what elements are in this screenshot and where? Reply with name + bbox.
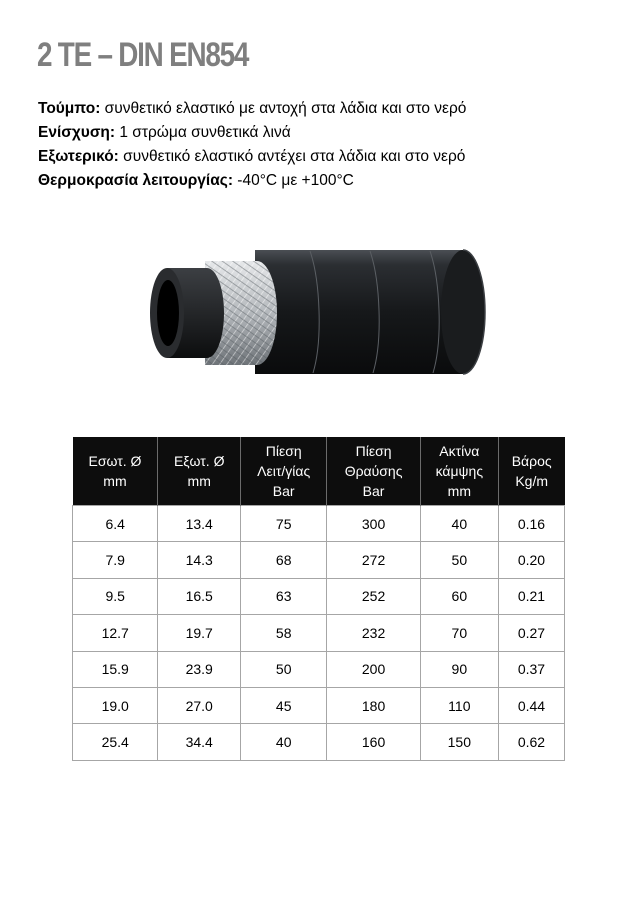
cell: 7.9	[73, 542, 158, 578]
cell: 9.5	[73, 578, 158, 614]
cell: 0.44	[498, 687, 564, 723]
cell: 12.7	[73, 615, 158, 651]
cell: 232	[327, 615, 420, 651]
spec-table	[72, 437, 565, 761]
table-row	[73, 687, 565, 723]
cell: 68	[241, 542, 327, 578]
cell: 272	[327, 542, 420, 578]
cell: 16.5	[158, 578, 241, 614]
spec-label: Θερμοκρασία λειτουργίας:	[38, 172, 233, 189]
col-outer-diameter: Εξωτ. Ø mm	[158, 437, 241, 506]
col-working-pressure: Πίεση Λειτ/γίας Bar	[241, 437, 327, 506]
cell: 63	[241, 578, 327, 614]
cell: 15.9	[73, 651, 158, 687]
cell: 23.9	[158, 651, 241, 687]
col-burst-pressure: Πίεση Θραύσης Bar	[327, 437, 420, 506]
spec-tube	[38, 97, 466, 121]
hose-bore	[157, 280, 179, 346]
cell: 40	[241, 724, 327, 760]
spec-temperature	[38, 169, 466, 193]
cell: 0.20	[498, 542, 564, 578]
spec-reinforcement	[38, 121, 466, 145]
cell: 180	[327, 687, 420, 723]
table-row	[73, 651, 565, 687]
table-row	[73, 542, 565, 578]
cell: 25.4	[73, 724, 158, 760]
cell: 110	[420, 687, 498, 723]
cell: 0.62	[498, 724, 564, 760]
cell: 34.4	[158, 724, 241, 760]
spec-list	[38, 97, 466, 193]
cell: 75	[241, 506, 327, 542]
spec-value: συνθετικό ελαστικό με αντοχή στα λάδια και στο νερό	[100, 100, 467, 117]
page-title: 2 TE – DIN EN854	[37, 36, 249, 74]
cell: 160	[327, 724, 420, 760]
cell: 0.21	[498, 578, 564, 614]
col-weight: Βάρος Kg/m	[498, 437, 564, 506]
cell: 70	[420, 615, 498, 651]
cell: 6.4	[73, 506, 158, 542]
cell: 150	[420, 724, 498, 760]
table-row	[73, 578, 565, 614]
spec-cover	[38, 145, 466, 169]
cell: 0.37	[498, 651, 564, 687]
spec-label: Εξωτερικό:	[38, 148, 119, 165]
cell: 40	[420, 506, 498, 542]
hose-image	[145, 240, 490, 380]
col-bend-radius: Ακτίνα κάμψης mm	[420, 437, 498, 506]
cell: 50	[420, 542, 498, 578]
spec-value: 1 στρώμα συνθετικά λινά	[115, 124, 291, 141]
table-row	[73, 615, 565, 651]
cell: 19.0	[73, 687, 158, 723]
cell: 14.3	[158, 542, 241, 578]
spec-value: συνθετικό ελαστικό αντέχει στα λάδια και στο νερό	[118, 148, 466, 165]
cell: 300	[327, 506, 420, 542]
cell: 60	[420, 578, 498, 614]
cell: 90	[420, 651, 498, 687]
cell: 50	[241, 651, 327, 687]
table-row	[73, 724, 565, 760]
col-inner-diameter: Εσωτ. Ø mm	[73, 437, 158, 506]
cell: 13.4	[158, 506, 241, 542]
cell: 0.27	[498, 615, 564, 651]
cell: 0.16	[498, 506, 564, 542]
table-header-row	[73, 437, 565, 506]
spec-label: Ενίσχυση:	[38, 124, 116, 141]
spec-value: -40°C με +100°C	[232, 172, 354, 189]
cell: 19.7	[158, 615, 241, 651]
cell: 45	[241, 687, 327, 723]
cell: 200	[327, 651, 420, 687]
spec-label: Τούμπο:	[38, 100, 101, 117]
cell: 27.0	[158, 687, 241, 723]
cell: 252	[327, 578, 420, 614]
table-row	[73, 506, 565, 542]
cell: 58	[241, 615, 327, 651]
